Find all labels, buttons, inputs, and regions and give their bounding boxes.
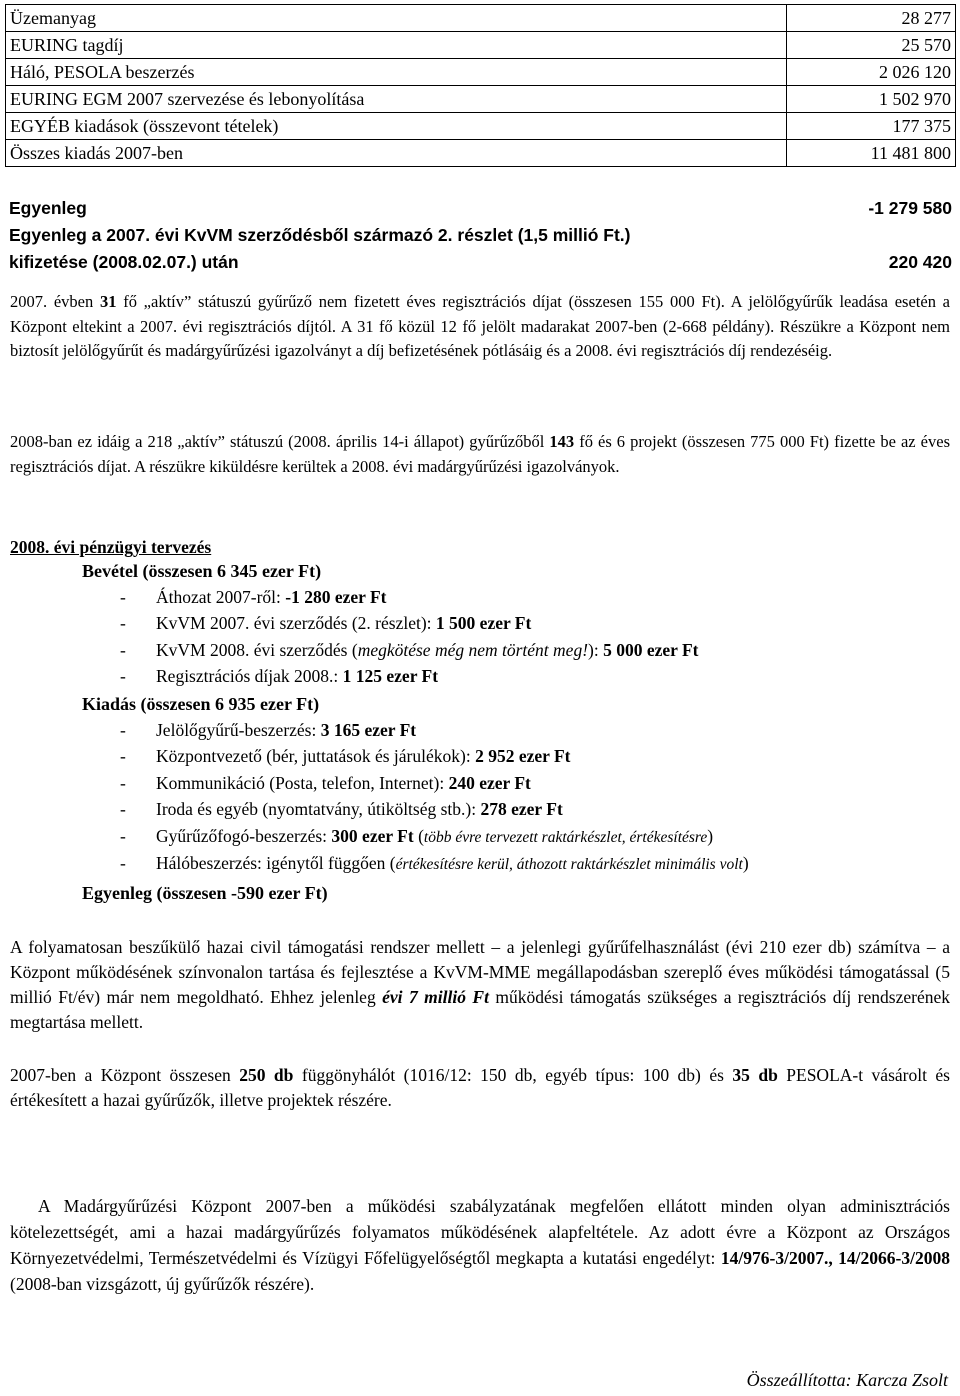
expense-row (6, 86, 956, 113)
bullet-dash: - (120, 666, 126, 686)
expense-plan-item: - Hálóbeszerzés: igénytől függően (értékesítésre kerül, áthozott raktárkészlet minimális volt) (120, 853, 749, 873)
balance-amount: -1 279 580 (868, 198, 952, 218)
expense-label: Összes kiadás 2007-ben (6, 140, 787, 167)
expense-amount: 1 502 970 (787, 86, 956, 113)
bullet-dash: - (120, 613, 126, 633)
bullet-dash: - (120, 746, 126, 766)
balance-row (5, 222, 956, 249)
expense-label: EURING tagdíj (6, 32, 787, 59)
plan-heading: 2008. évi pénzügyi tervezés (10, 537, 212, 557)
expense-amount: 177 375 (787, 113, 956, 140)
plan-balance-title: Egyenleg (összesen -590 ezer Ft) (82, 883, 328, 903)
expense-row (6, 59, 956, 86)
expense-plan-item: - Kommunikáció (Posta, telefon, Internet): 240 ezer Ft (120, 773, 531, 793)
expense-label: EGYÉB kiadások (összevont tételek) (6, 113, 787, 140)
paragraph-funding: A folyamatosan beszűkülő hazai civil támogatási rendszer mellett – a jelenlegi gyűrűfelhasználást (évi 210 ezer db) számítva – a Központ működésének színvonalon tartása és fejlesztése a KvVM-MME megállapodásban szereplő éves működési támogatással (5 millió Ft/év) már nem megoldható. Ehhez jelenleg évi 7 millió Ft működési támogatás szükséges a regisztrációs díj rendszerének megtartása mellett. (10, 937, 950, 1032)
paragraph-registration-2007: 2007. évben 31 fő „aktív” státuszú gyűrűző nem fizetett éves regisztrációs díjat (összesen 155 000 Ft). A jelölőgyűrűk leadása esetén a Központ eltekint a 2007. évi regisztrációs díjtól. A 31 fő közül 12 fő jelölt madarakat 2007-ben (2-668 példány). Részükre a Központ nem biztosít jelölőgyűrűt és madárgyűrűzési igazolványt a díj befizetésének pótlásáig és a 2008. évi regisztrációs díj rendezéséig. (10, 292, 950, 360)
balance-table (5, 195, 956, 276)
balance-row (5, 249, 956, 276)
expense-plan-item: - Jelölőgyűrű-beszerzés: 3 165 ezer Ft (120, 720, 417, 740)
income-item: - KvVM 2007. évi szerződés (2. részlet): 1 500 ezer Ft (120, 613, 532, 633)
expense-plan-item: - Központvezető (bér, juttatások és járulékok): 2 952 ezer Ft (120, 746, 571, 766)
expense-amount: 11 481 800 (787, 140, 956, 167)
bullet-dash: - (120, 826, 126, 846)
bullet-dash: - (120, 720, 126, 740)
expense-title: Kiadás (összesen 6 935 ezer Ft) (82, 694, 320, 714)
expense-plan-item: - Iroda és egyéb (nyomtatvány, útiköltség stb.): 278 ezer Ft (120, 799, 563, 819)
expense-table (5, 4, 956, 167)
bullet-dash: - (120, 773, 126, 793)
bullet-dash: - (120, 799, 126, 819)
expense-label: Háló, PESOLA beszerzés (6, 59, 787, 86)
income-item: - Regisztrációs díjak 2008.: 1 125 ezer Ft (120, 666, 439, 686)
expense-row (6, 32, 956, 59)
bullet-dash: - (120, 853, 126, 873)
income-item: - Áthozat 2007-ről: -1 280 ezer Ft (120, 587, 387, 607)
expense-amount: 25 570 (787, 32, 956, 59)
paragraph-registration-2008: 2008-ban ez idáig a 218 „aktív” státuszú (2008. április 14-i állapot) gyűrűzőből 143 fő és 6 projekt (összesen 775 000 Ft) fizette be az éves regisztrációs díjat. A részükre kiküldésre kerültek a 2008. évi madárgyűrűzési igazolványok. (10, 432, 950, 476)
signature: Összeállította: Karcza Zsolt (746, 1370, 948, 1390)
expense-row (6, 140, 956, 167)
balance-row (5, 195, 956, 222)
expense-amount: 2 026 120 (787, 59, 956, 86)
paragraph-administration: A Madárgyűrűzési Központ 2007-ben a működési szabályzatának megfelően ellátott minden olyan adminisztrációs kötelezettségét, ami a hazai madárgyűrűzés folyamatos működésének alapfeltétele. Az adott évre a Központ az Országos Környezetvédelmi, Természetvédelmi és Vízügyi Főfelügyelőségtől megkapta a kutatási engedélyt: 14/976-3/2007., 14/2066-3/2008 (2008-ban vizsgázott, új gyűrűzők részére). (10, 1196, 950, 1294)
income-item: - KvVM 2008. évi szerződés (megkötése még nem történt meg!): 5 000 ezer Ft (120, 640, 699, 660)
expense-row (6, 113, 956, 140)
bullet-dash: - (120, 640, 126, 660)
expense-plan-item: - Gyűrűzőfogó-beszerzés: 300 ezer Ft (több évre tervezett raktárkészlet, értékesítésre) (120, 826, 714, 846)
income-title: Bevétel (összesen 6 345 ezer Ft) (82, 561, 322, 581)
expense-label: Üzemanyag (6, 5, 787, 32)
balance-label: kifizetése (2008.02.07.) után (9, 252, 239, 272)
expense-label: EURING EGM 2007 szervezése és lebonyolítása (6, 86, 787, 113)
balance-label: Egyenleg (9, 198, 87, 218)
expense-row (6, 5, 956, 32)
expense-amount: 28 277 (787, 5, 956, 32)
bullet-dash: - (120, 587, 126, 607)
balance-label: Egyenleg a 2007. évi KvVM szerződésből származó 2. részlet (1,5 millió Ft.) (9, 225, 631, 245)
paragraph-nets: 2007-ben a Központ összesen 250 db függönyhálót (1016/12: 150 db, egyéb típus: 100 db) és 35 db PESOLA-t vásárolt és értékesített a hazai gyűrűzők, illetve projektek részére. (10, 1065, 950, 1110)
balance-amount: 220 420 (888, 252, 952, 272)
